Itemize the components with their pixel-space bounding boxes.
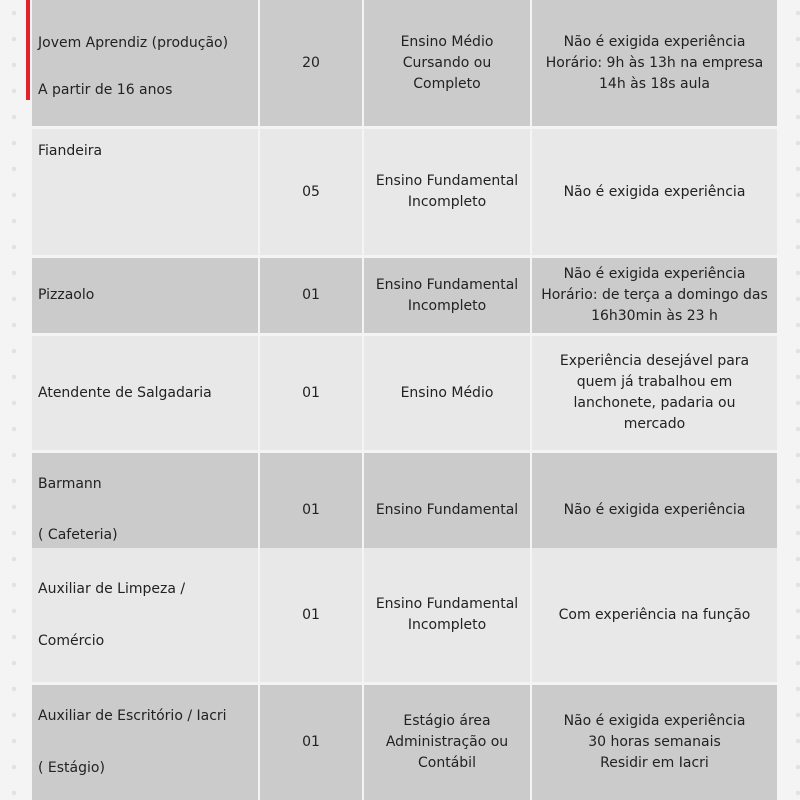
job-title: Barmann xyxy=(38,476,102,492)
education-requirement: Ensino Fundamental Incompleto xyxy=(364,548,530,682)
vacancy-count: 05 xyxy=(260,129,362,255)
experience-requirement: Experiência desejável para quem já trabalhou em lanchonete, padaria ou mercado xyxy=(532,336,777,450)
table-row xyxy=(32,453,779,545)
vacancy-count: 01 xyxy=(260,685,362,800)
experience-requirement: Não é exigida experiência xyxy=(532,129,777,255)
vacancy-count: 01 xyxy=(260,336,362,450)
job-title: Auxiliar de Escritório / Iacri xyxy=(38,708,227,724)
vacancy-count: 01 xyxy=(260,548,362,682)
table-row xyxy=(32,0,779,126)
job-title: Pizzaolo xyxy=(38,287,95,303)
vacancy-count: 01 xyxy=(260,453,362,567)
job-title-cell xyxy=(32,258,258,333)
job-title: Atendente de Salgadaria xyxy=(38,384,212,401)
education-requirement: Ensino Fundamental Incompleto xyxy=(364,129,530,255)
job-vacancies-table xyxy=(32,0,779,800)
education-requirement: Ensino Médio xyxy=(364,336,530,450)
table-row xyxy=(32,548,779,682)
experience-requirement: Não é exigida experiência xyxy=(532,453,777,567)
table-row xyxy=(32,129,779,255)
experience-requirement: Não é exigida experiência Horário: 9h às 13h na empresa 14h às 18s aula xyxy=(532,0,777,126)
vacancy-count: 20 xyxy=(260,0,362,126)
education-requirement: Ensino Fundamental Incompleto xyxy=(364,258,530,333)
experience-requirement: Não é exigida experiência 30 horas semanais Residir em Iacri xyxy=(532,685,777,800)
education-requirement: Ensino Fundamental xyxy=(364,453,530,567)
experience-requirement: Não é exigida experiência Horário: de terça a domingo das 16h30min às 23 h xyxy=(532,258,777,333)
decorative-dots-left xyxy=(2,0,26,796)
vacancy-count: 01 xyxy=(260,258,362,333)
job-title-cell xyxy=(32,336,258,450)
job-subtitle: ( Cafeteria) xyxy=(38,527,118,543)
red-accent-bar xyxy=(26,0,30,100)
table-row xyxy=(32,336,779,450)
job-title-cell xyxy=(32,0,258,126)
job-subtitle: Comércio xyxy=(38,632,105,649)
job-title-cell xyxy=(32,548,258,682)
experience-requirement: Com experiência na função xyxy=(532,548,777,682)
table-row xyxy=(32,685,779,797)
job-title: Fiandeira xyxy=(38,143,103,159)
job-title-cell xyxy=(32,129,258,255)
education-requirement: Estágio área Administração ou Contábil xyxy=(364,685,530,800)
job-title-cell xyxy=(32,685,258,800)
table-row xyxy=(32,258,779,333)
job-title: Auxiliar de Limpeza / xyxy=(38,580,186,597)
job-subtitle: A partir de 16 anos xyxy=(38,82,173,98)
job-title: Jovem Aprendiz (produção) xyxy=(38,35,229,51)
job-subtitle: ( Estágio) xyxy=(38,760,105,776)
decorative-dots-right xyxy=(786,0,800,796)
education-requirement: Ensino Médio Cursando ou Completo xyxy=(364,0,530,126)
